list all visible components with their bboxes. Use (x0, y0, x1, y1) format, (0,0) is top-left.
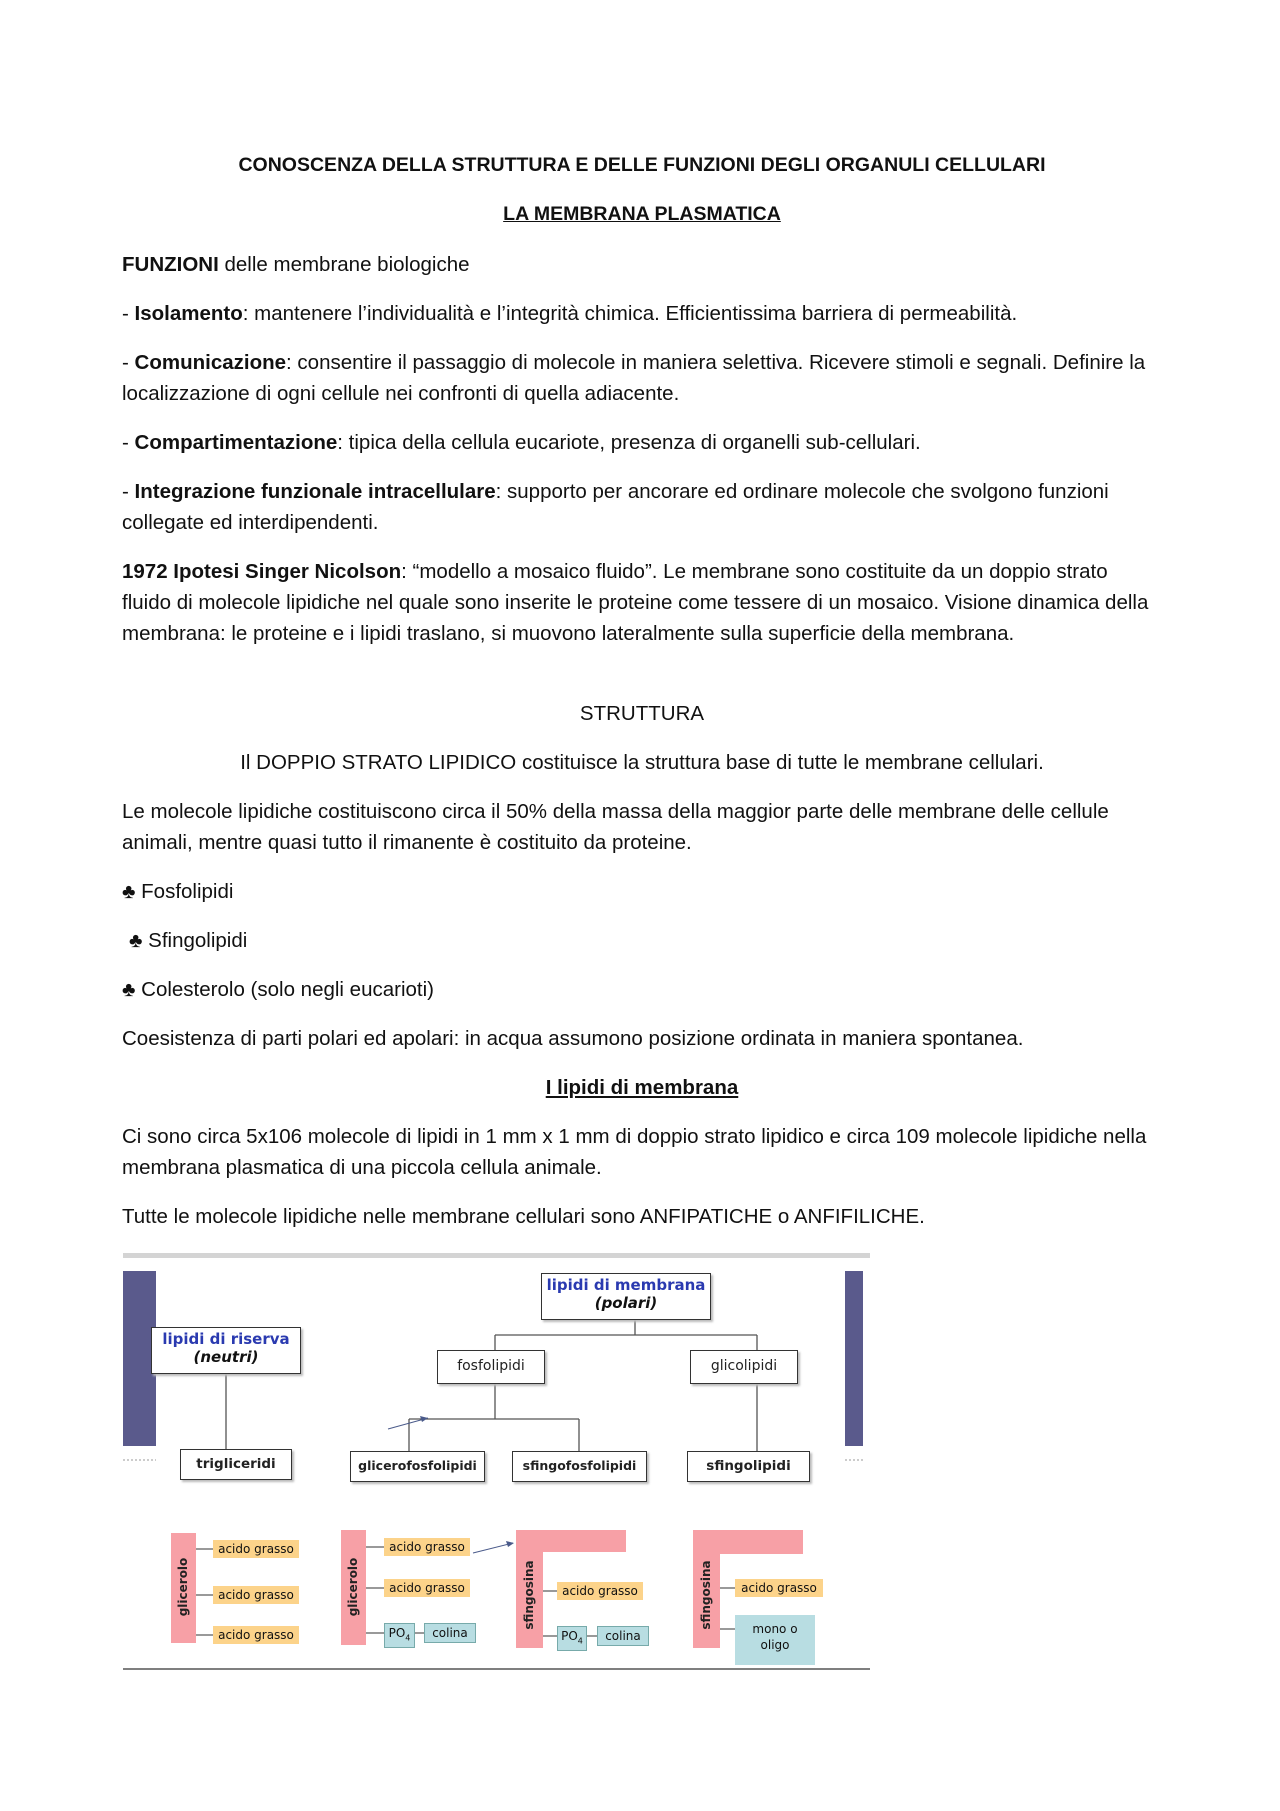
tag-acido-grasso: acido grasso (213, 1586, 299, 1604)
comunicazione-bold: Comunicazione (134, 351, 287, 374)
paragraph-ci-sono: Ci sono circa 5x106 molecole di lipidi in 1 mm x 1 mm di doppio strato lipidico e circa 109 molecole lipidiche nella membrana plasmatica di una piccola cellula animale. (122, 1125, 1147, 1179)
box-lipidi-di-riserva: lipidi di riserva (neutri) (151, 1327, 301, 1374)
club-icon: ♣ (129, 929, 143, 952)
box-lipidi-di-membrana: lipidi di membrana (polari) (541, 1273, 711, 1320)
club-icon: ♣ (122, 880, 136, 903)
box-fosfolipidi: fosfolipidi (437, 1350, 545, 1384)
box-glicolipidi: glicolipidi (690, 1350, 798, 1384)
tag-acido-grasso: acido grasso (213, 1626, 299, 1644)
document-subtitle: LA MEMBRANA PLASMATICA (503, 203, 781, 225)
tag-acido-grasso: acido grasso (384, 1538, 470, 1556)
tag-po4: $PO_4$ (384, 1623, 415, 1648)
isolamento-bold: Isolamento (134, 302, 243, 325)
tag-acido-grasso: acido grasso (735, 1579, 823, 1597)
singer-bold: 1972 Ipotesi Singer Nicolson (122, 560, 402, 583)
box-trigliceridi: trigliceridi (180, 1449, 292, 1480)
list-item-sfingolipidi: ♣ Sfingolipidi (129, 929, 248, 952)
box-sfingofosfolipidi: sfingofosfolipidi (512, 1451, 647, 1482)
document-title: CONOSCENZA DELLA STRUTTURA E DELLE FUNZIONI DEGLI ORGANULI CELLULARI (238, 154, 1046, 176)
heading-lipidi-di-membrana: I lipidi di membrana (545, 1076, 739, 1099)
funzioni-bold: FUNZIONI (122, 253, 219, 276)
paragraph-compartimentazione: - Compartimentazione: tipica della cellula eucariote, presenza di organelli sub-cellulari. (122, 431, 921, 454)
list-item-colesterolo: ♣ Colesterolo (solo negli eucarioti) (122, 978, 434, 1001)
paragraph-comunicazione: - Comunicazione: consentire il passaggio di molecole in maniera selettiva. Ricevere stimoli e segnali. Definire la localizzazione di ogni cellule nei confronti di quella adiacente. (122, 351, 1146, 405)
integrazione-bold: Integrazione funzionale intracellulare (134, 480, 496, 503)
paragraph-funzioni (122, 249, 1162, 280)
paragraph-singer-nicolson: 1972 Ipotesi Singer Nicolson: “modello a mosaico fluido”. Le membrane sono costituite da un doppio strato fluido di molecole lipidiche nel quale sono inserite le proteine come tessere di un mosaico. Visione dinamica della membrana: le proteine e i lipidi traslano, si muovono lateralmente sulla superficie della membrana. (122, 560, 1149, 645)
tag-acido-grasso: acido grasso (384, 1579, 470, 1597)
box-glicerofosfolipidi: glicerofosfolipidi (350, 1451, 485, 1482)
box-sfingolipidi: sfingolipidi (687, 1451, 810, 1482)
tag-mono-oligo: mono o oligo (735, 1615, 815, 1665)
club-icon: ♣ (122, 978, 136, 1001)
paragraph-coesistenza: Coesistenza di parti polari ed apolari: in acqua assumono posizione ordinata in maniera spontanea. (122, 1027, 1024, 1050)
label-glicerolo: glicerolo (346, 1557, 360, 1617)
tag-acido-grasso: acido grasso (557, 1582, 643, 1600)
tag-acido-grasso: acido grasso (213, 1540, 299, 1558)
paragraph-isolamento: - Isolamento: mantenere l’individualità e l’integrità chimica. Efficientissima barriera di permeabilità. (122, 302, 1018, 325)
list-item-fosfolipidi: ♣ Fosfolipidi (122, 880, 234, 903)
tag-colina: colina (424, 1623, 476, 1643)
lipid-classification-diagram (123, 1253, 870, 1671)
label-sfingosina: sfingosina (699, 1560, 713, 1630)
paragraph-molecole-lipidiche: Le molecole lipidiche costituiscono circa il 50% della massa della maggior parte delle membrane delle cellule animali, mentre quasi tutto il rimanente è costituito da proteine. (122, 800, 1109, 854)
paragraph-doppio-strato: Il DOPPIO STRATO LIPIDICO costituisce la struttura base di tutte le membrane cellulari. (240, 751, 1044, 774)
paragraph-tutte: Tutte le molecole lipidiche nelle membrane cellulari sono ANFIPATICHE o ANFIFILICHE. (122, 1205, 925, 1228)
label-sfingosina: sfingosina (522, 1560, 536, 1630)
label-glicerolo: glicerolo (176, 1557, 190, 1617)
tag-po4: $PO_4$ (557, 1626, 587, 1651)
compartimentazione-bold: Compartimentazione (134, 431, 338, 454)
funzioni-rest: delle membrane biologiche (218, 253, 470, 276)
heading-struttura: STRUTTURA (579, 702, 705, 725)
tag-colina: colina (597, 1626, 649, 1646)
paragraph-integrazione: - Integrazione funzionale intracellulare: supporto per ancorare ed ordinare molecole che svolgono funzioni collegate ed interdipendenti. (122, 480, 1109, 534)
